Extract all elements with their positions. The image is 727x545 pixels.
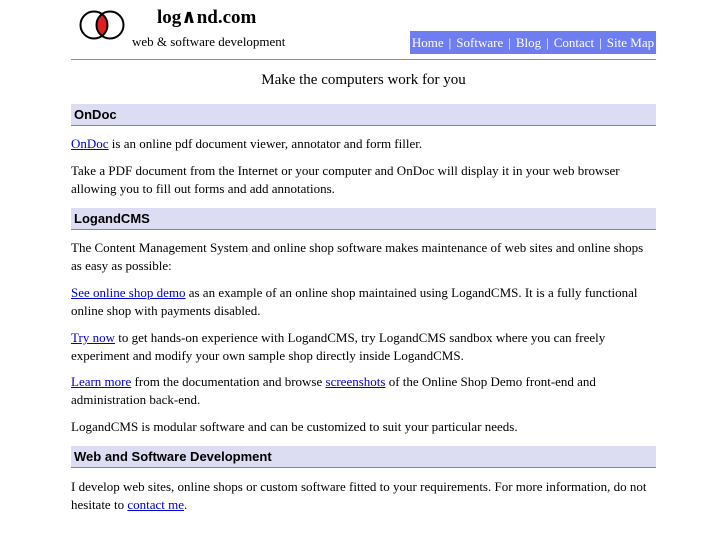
logandcms-learn-text-end: of the Online Shop Demo front-end and administration back-end. [71,374,596,407]
nav-separator: | [508,34,511,50]
nav-separator: | [599,34,602,50]
nav-blog[interactable]: Blog [515,34,542,50]
webdev-description [71,478,656,514]
site-name[interactable]: log∧nd.com [157,7,257,28]
try-now-link[interactable]: Try now [71,330,115,345]
learn-more-link[interactable]: Learn more [71,374,132,389]
nav-separator: | [448,34,452,50]
ondoc-description: Take a PDF document from the Internet or your computer and OnDoc will display it in your web browser allowing you to fill out forms and add annotations. [71,163,620,196]
nav-software[interactable]: Software [456,34,504,50]
nav-site-map[interactable]: Site Map [606,34,655,50]
logandcms-demo-text: as an example of an online shop maintained using LogandCMS. It is a fully functional online shop with payments disabled. [71,285,638,318]
section-header-ondoc: OnDoc [71,104,656,126]
logandcms-intro: The Content Management System and online shop software makes maintenance of web sites and online shops as easy as possible: [71,240,644,273]
header-divider [71,59,656,60]
ondoc-intro [71,135,656,153]
logandcms-try-text: to get hands-on experience with LogandCMS, try LogandCMS sandbox where you can freely experiment and modify your own sample shop directly inside LogandCMS. [71,330,606,363]
nav-separator: | [546,34,549,50]
ondoc-link[interactable]: OnDoc [71,136,109,151]
page-slogan: Make the computers work for you [261,72,466,88]
see-online-shop-demo-link[interactable]: See online shop demo [71,285,186,300]
section-header-logandcms: LogandCMS [71,208,656,230]
logo-icon[interactable] [79,8,125,42]
nav-contact[interactable]: Contact [553,34,595,50]
nav-home[interactable]: Home [411,34,444,50]
logandcms-modular: LogandCMS is modular software and can be customized to suit your particular needs. [71,419,518,434]
webdev-text-end: . [184,497,188,512]
top-nav [410,31,656,54]
site-tagline: web & software development [132,34,286,49]
logandcms-learn-text: from the documentation and browse [131,374,326,389]
webdev-text: I develop web sites, online shops or custom software fitted to your requirements. For more information, do not hesitate to [71,479,647,512]
section-header-web-dev: Web and Software Development [71,446,656,468]
logandcms-try [71,329,656,365]
logandcms-learn [71,373,656,409]
logandcms-demo [71,284,656,320]
screenshots-link[interactable]: screenshots [325,374,386,389]
ondoc-intro-text: is an online pdf document viewer, annotator and form filler. [108,136,423,151]
contact-me-link[interactable]: contact me [127,497,184,512]
